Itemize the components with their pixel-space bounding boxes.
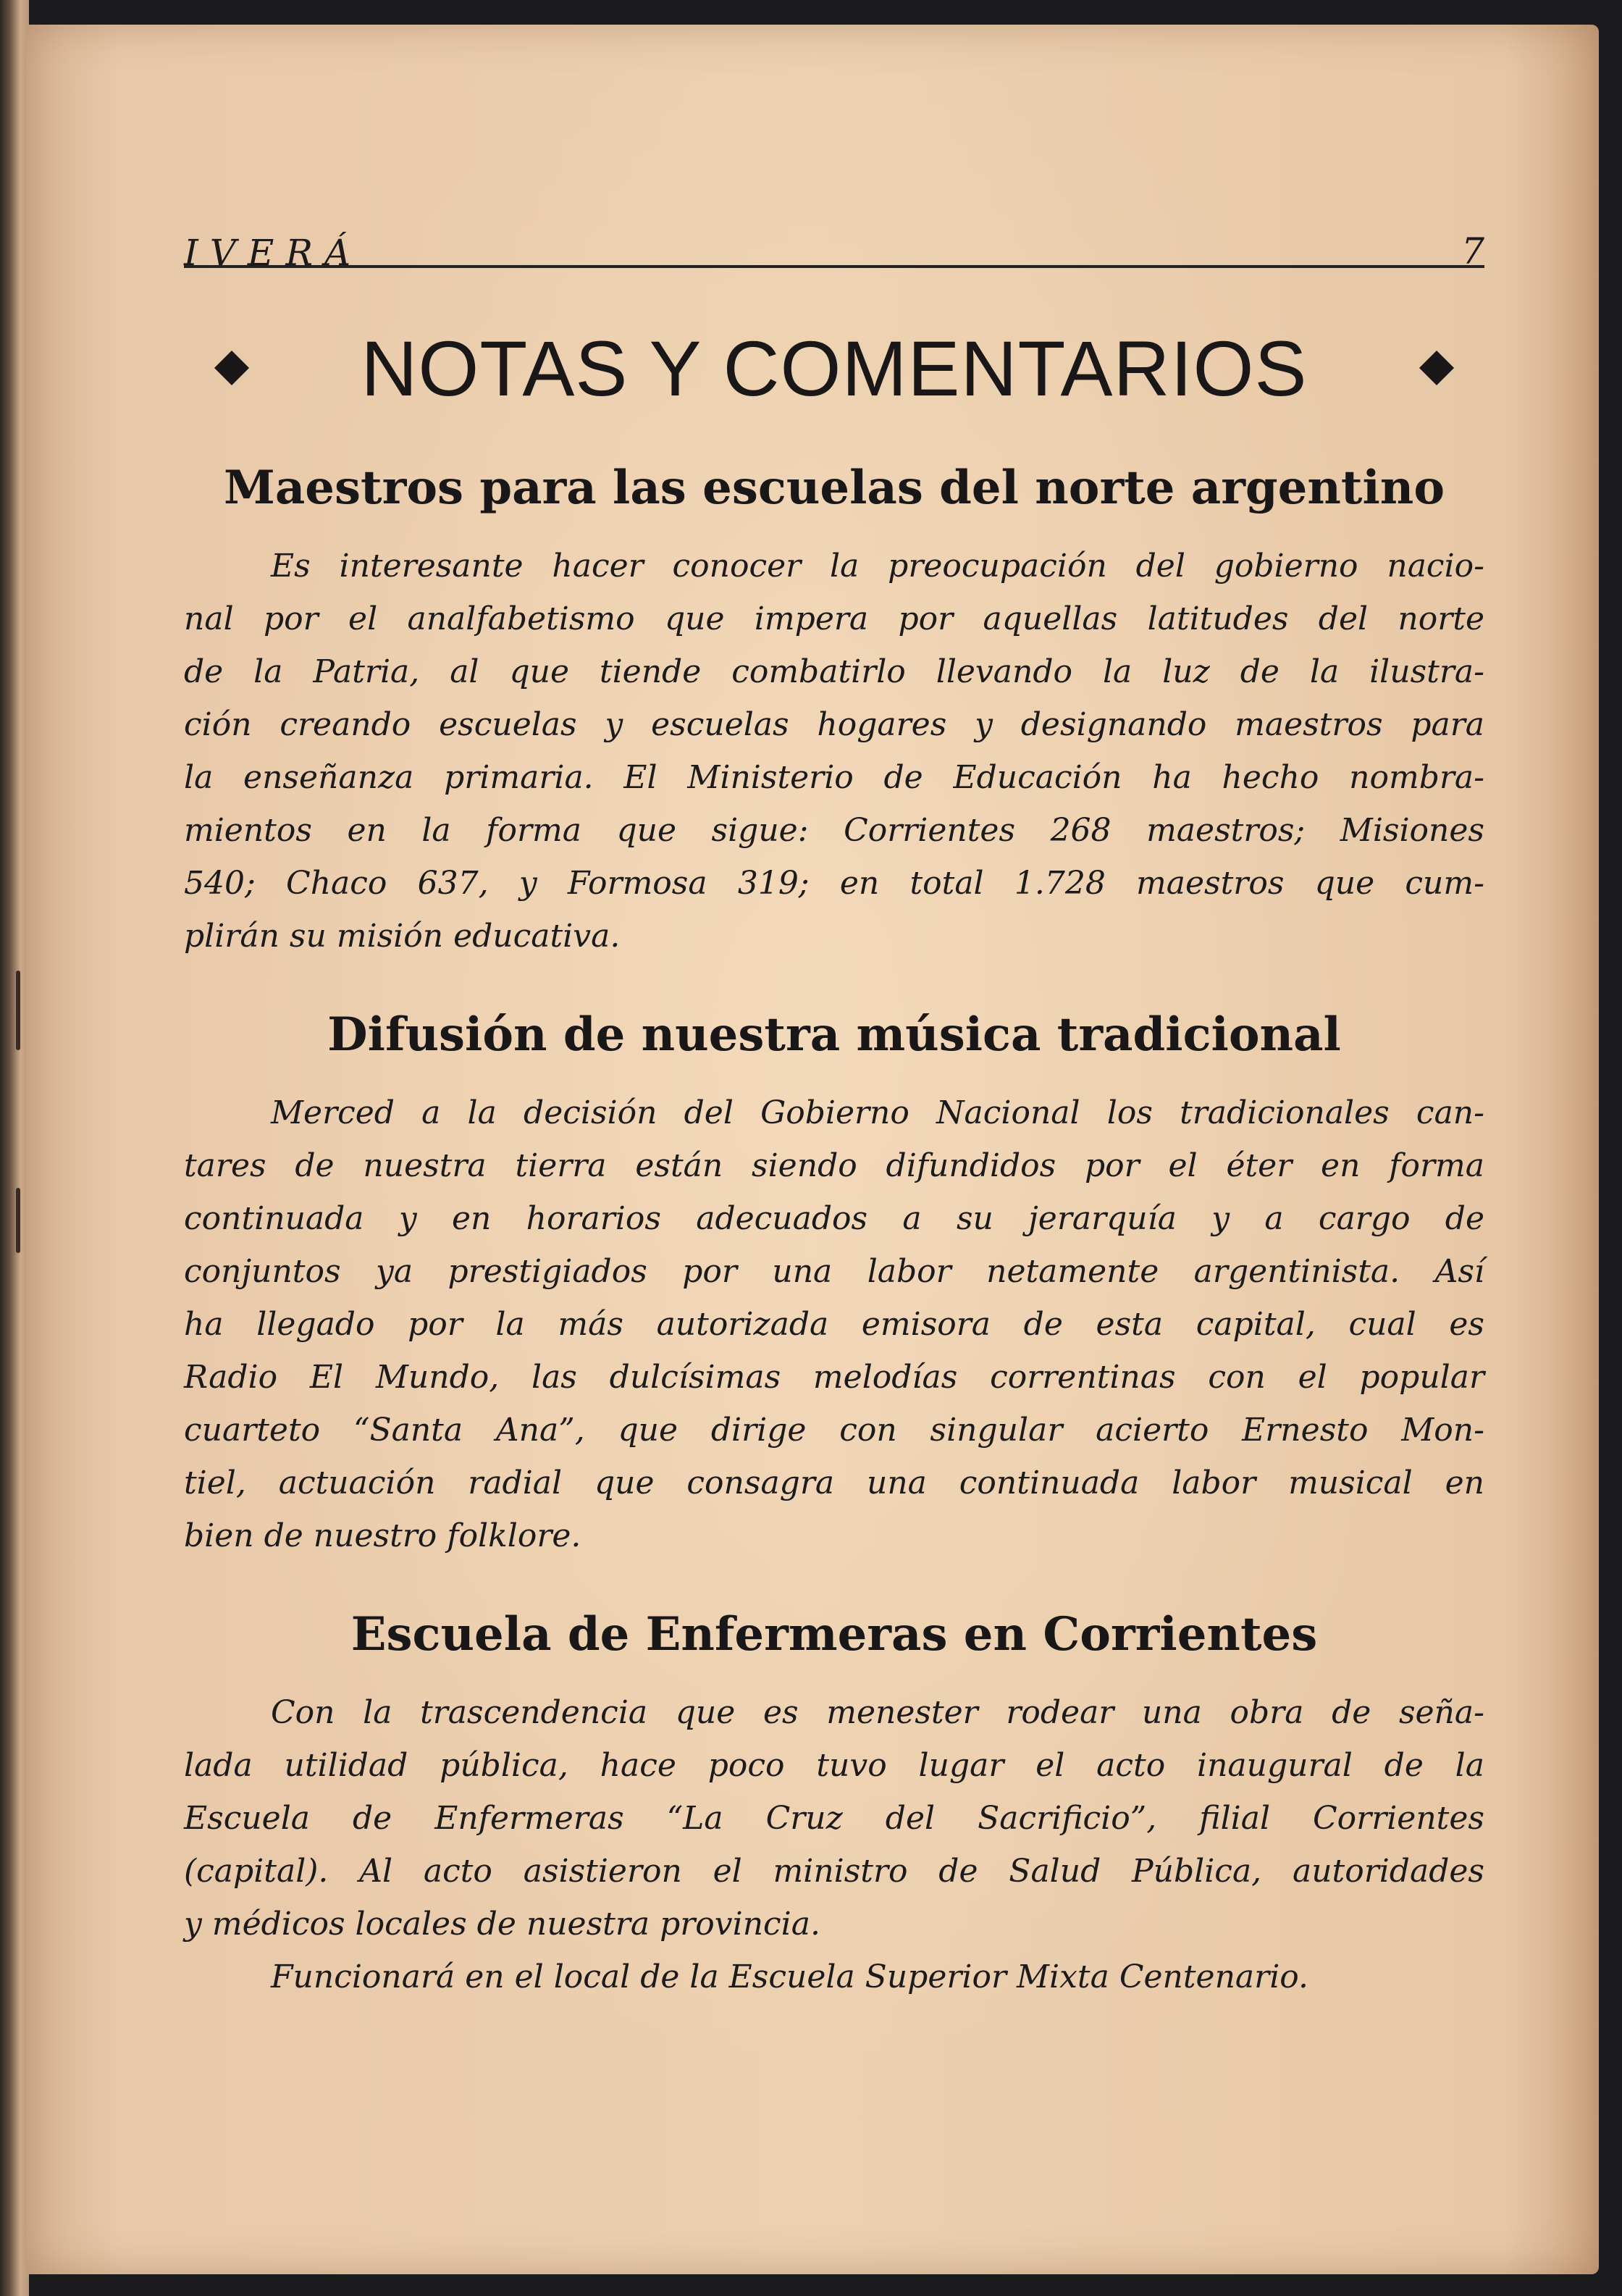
text-line: cuarteto “Santa Ana”, que dirige con singular acierto Ernesto Mon- [184, 1412, 1484, 1449]
text-line: mientos en la forma que sigue: Corrientes 268 maestros; Misiones [184, 812, 1484, 849]
text-line: continuada y en horarios adecuados a su jerarquía y a cargo de [184, 1200, 1484, 1237]
journal-title: IVERÁ [184, 232, 363, 274]
text-line: de la Patria, al que tiende combatirlo llevando la luz de la ilustra- [184, 653, 1484, 690]
paper-page [26, 25, 1599, 2274]
text-line: (capital). Al acto asistieron el ministro de Salud Pública, autoridades [184, 1853, 1484, 1890]
text-line: ción creando escuelas y escuelas hogares y designando maestros para [184, 706, 1484, 743]
article-body [184, 540, 1484, 963]
text-line: Radio El Mundo, las dulcísimas melodías correntinas con el popular [184, 1359, 1484, 1396]
text-line: nal por el analfabetismo que impera por aquellas latitudes del norte [184, 600, 1484, 637]
text-line: 540; Chaco 637, y Formosa 319; en total 1.728 maestros que cum- [184, 865, 1484, 902]
text-line: Escuela de Enfermeras “La Cruz del Sacrificio”, filial Corrientes [184, 1800, 1484, 1837]
spine-mark [16, 1188, 20, 1253]
page-number: 7 [1461, 230, 1484, 272]
text-line: Merced a la decisión del Gobierno Nacional los tradicionales can- [271, 1094, 1484, 1131]
text-line: ha llegado por la más autorizada emisora de esta capital, cual es [184, 1306, 1484, 1343]
article-heading: Difusión de nuestra música tradicional [327, 1007, 1341, 1062]
section-banner [184, 324, 1484, 411]
article-body [184, 1686, 1484, 2003]
running-head [184, 206, 1484, 274]
page-content [184, 206, 1484, 2003]
text-line: Con la trascendencia que es menester rodear una obra de seña- [271, 1694, 1484, 1731]
section-title: NOTAS Y COMENTARIOS [361, 324, 1308, 412]
text-line: tares de nuestra tierra están siendo difundidos por el éter en forma [184, 1147, 1484, 1184]
text-line: Es interesante hacer conocer la preocupación del gobierno nacio- [271, 548, 1484, 585]
diamond-ornament-icon [213, 349, 251, 387]
diamond-ornament-icon [1418, 349, 1455, 387]
book-spine [0, 0, 29, 2296]
article-heading: Escuela de Enfermeras en Corrientes [350, 1607, 1318, 1662]
text-line: conjuntos ya prestigiados por una labor netamente argentinista. Así [184, 1253, 1484, 1290]
text-line: plirán su misión educativa. [184, 918, 621, 955]
text-line: la enseñanza primaria. El Ministerio de Educación ha hecho nombra- [184, 759, 1484, 796]
text-line: tiel, actuación radial que consagra una continuada labor musical en [184, 1465, 1484, 1501]
text-line: Funcionará en el local de la Escuela Superior Mixta Centenario. [271, 1958, 1308, 1995]
text-line: y médicos locales de nuestra provincia. [184, 1906, 820, 1943]
article-heading: Maestros para las escuelas del norte argentino [223, 461, 1445, 515]
article-body [184, 1086, 1484, 1562]
text-line: bien de nuestro folklore. [184, 1517, 581, 1554]
text-line: lada utilidad pública, hace poco tuvo lugar el acto inaugural de la [184, 1747, 1484, 1784]
spine-mark [16, 971, 20, 1050]
